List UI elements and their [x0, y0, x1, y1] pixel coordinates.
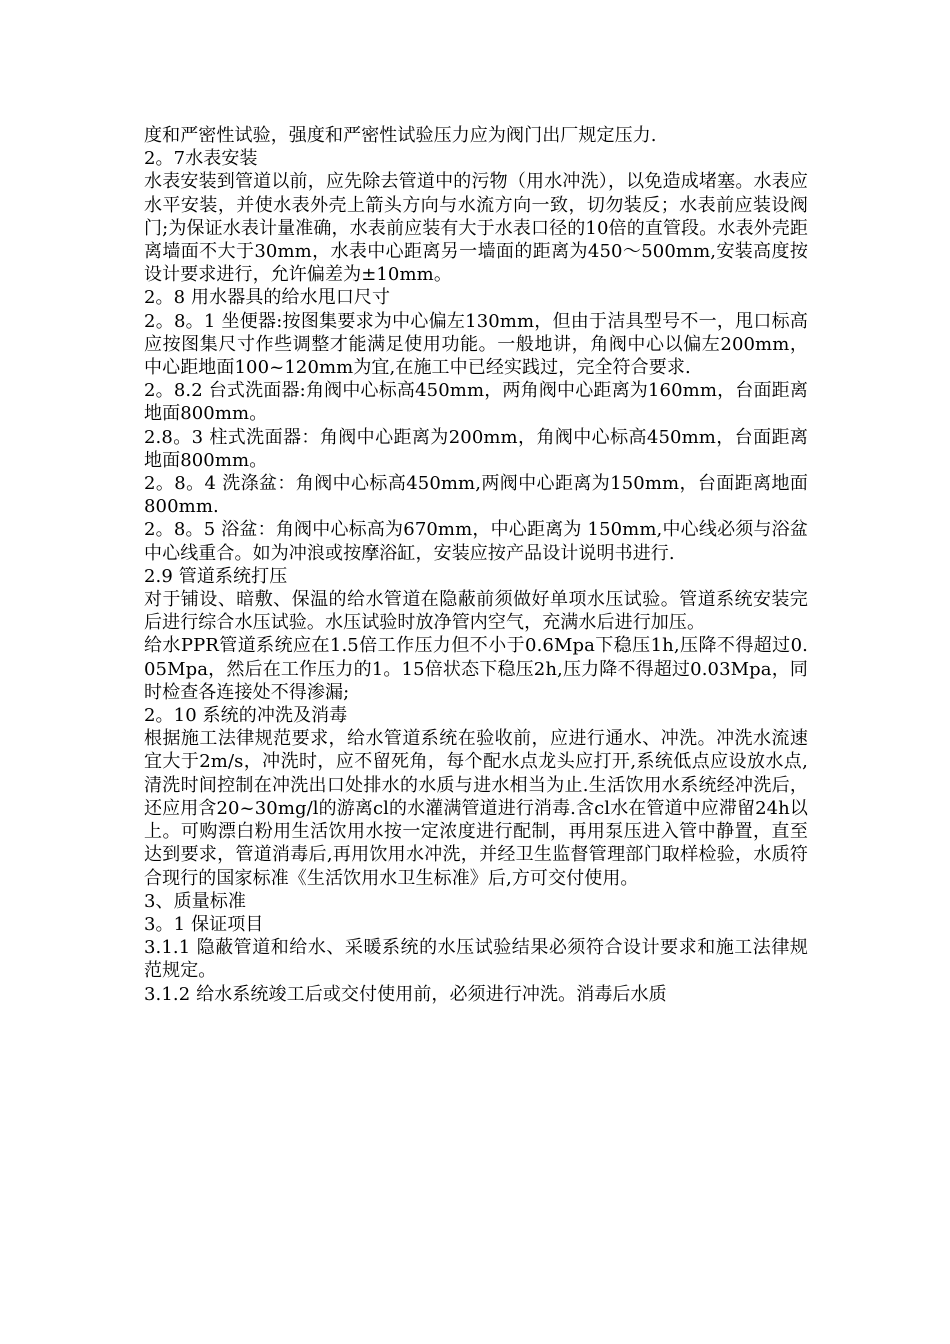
heading-2-8-fixture-outlets: 2。8 用水器具的给水甩口尺寸	[144, 287, 391, 309]
paragraph-3-1-1: 3.1.1 隐蔽管道和给水、采暖系统的水压试验结果必须符合设计要求和施工法律规范规定。	[144, 937, 808, 982]
paragraph-flush-disinfect: 根据施工法律规范要求，给水管道系统在验收前，应进行通水、冲洗。冲洗水流速宜大于2m/s，冲洗时，应不留死角，每个配水点龙头应打开,系统低点应设放水点,清洗时间控制在冲洗出口处排水的水质与进水相当为止.生活饮用水系统经冲洗后，还应用含20~30mg/l的游离cl的水灌满管道进行消毒.含cl水在管道中应滞留24h以上。可购漂白粉用生活饮用水按一定浓度进行配制，再用泵压进入管中静置，直至达到要求，管道消毒后,再用饮用水冲洗，并经卫生监督管理部门取样检验，水质符合现行的国家标准《生活饮用水卫生标准》后,方可交付使用。	[144, 728, 808, 889]
heading-2-10-flush-disinfect: 2。10 系统的冲洗及消毒	[144, 705, 348, 727]
paragraph-2-8-5-bathtub: 2。8。5 浴盆：角阀中心标高为670mm，中心距离为 150mm,中心线必须与浴盆中心线重合。如为冲浪或按摩浴缸，安装应按产品设计说明书进行.	[144, 519, 808, 564]
document-page	[144, 124, 808, 1006]
paragraph-3-1-2: 3.1.2 给水系统竣工后或交付使用前，必须进行冲洗。消毒后水质	[144, 983, 667, 1005]
paragraph-2-8-2-counter-basin: 2。8.2 台式洗面器:角阀中心标高450mm，两角阀中心距离为160mm，台面距离地面800mm。	[144, 380, 808, 425]
paragraph-2-8-1-toilet: 2。8。1 坐便器:按图集要求为中心偏左130mm，但由于洁具型号不一，甩口标高应按图集尺寸作些调整才能满足使用功能。一般地讲，角阀中心以偏左200mm，中心距地面100~120mm为宜,在施工中已经实践过，完全符合要求.	[144, 310, 808, 379]
paragraph-2-8-4-sink: 2。8。4 洗涤盆：角阀中心标高450mm,两阀中心距离为150mm，台面距离地面800mm.	[144, 473, 808, 518]
heading-2-7-water-meter: 2。7水表安装	[144, 148, 258, 170]
paragraph-pressure-test-intro: 对于铺设、暗敷、保温的给水管道在隐蔽前须做好单项水压试验。管道系统安装完后进行综合水压试验。水压试验时放净管内空气，充满水后进行加压。	[144, 589, 808, 634]
heading-2-9-pressure-test: 2.9 管道系统打压	[144, 565, 288, 587]
heading-3-quality-standard: 3、质量标准	[144, 890, 247, 912]
paragraph-2-8-3-pedestal-basin: 2.8。3 柱式洗面器：角阀中心距离为200mm，角阀中心标高450mm，台面距离地面800mm。	[144, 426, 808, 471]
paragraph-valve-test: 度和严密性试验，强度和严密性试验压力应为阀门出厂规定压力.	[144, 125, 657, 146]
paragraph-ppr-pressure: 给水PPR管道系统应在1.5倍工作压力但不小于0.6Mpa下稳压1h,压降不得超过0.05Mpa，然后在工作压力的1。15倍状态下稳压2h,压力降不得超过0.03Mpa，同时检查各连接处不得渗漏;	[144, 635, 808, 703]
paragraph-water-meter-install: 水表安装到管道以前，应先除去管道中的污物（用水冲洗），以免造成堵塞。水表应水平安装，并使水表外壳上箭头方向与水流方向一致，切勿装反；水表前应装设阀门;为保证水表计量准确，水表前应装有大于水表口径的10倍的直管段。水表外壳距离墙面不大于30mm，水表中心距离另一墙面的距离为450～500mm,安装高度按设计要求进行，允许偏差为±10mm。	[144, 171, 808, 286]
heading-3-1-guarantee-items: 3。1 保证项目	[144, 913, 264, 935]
